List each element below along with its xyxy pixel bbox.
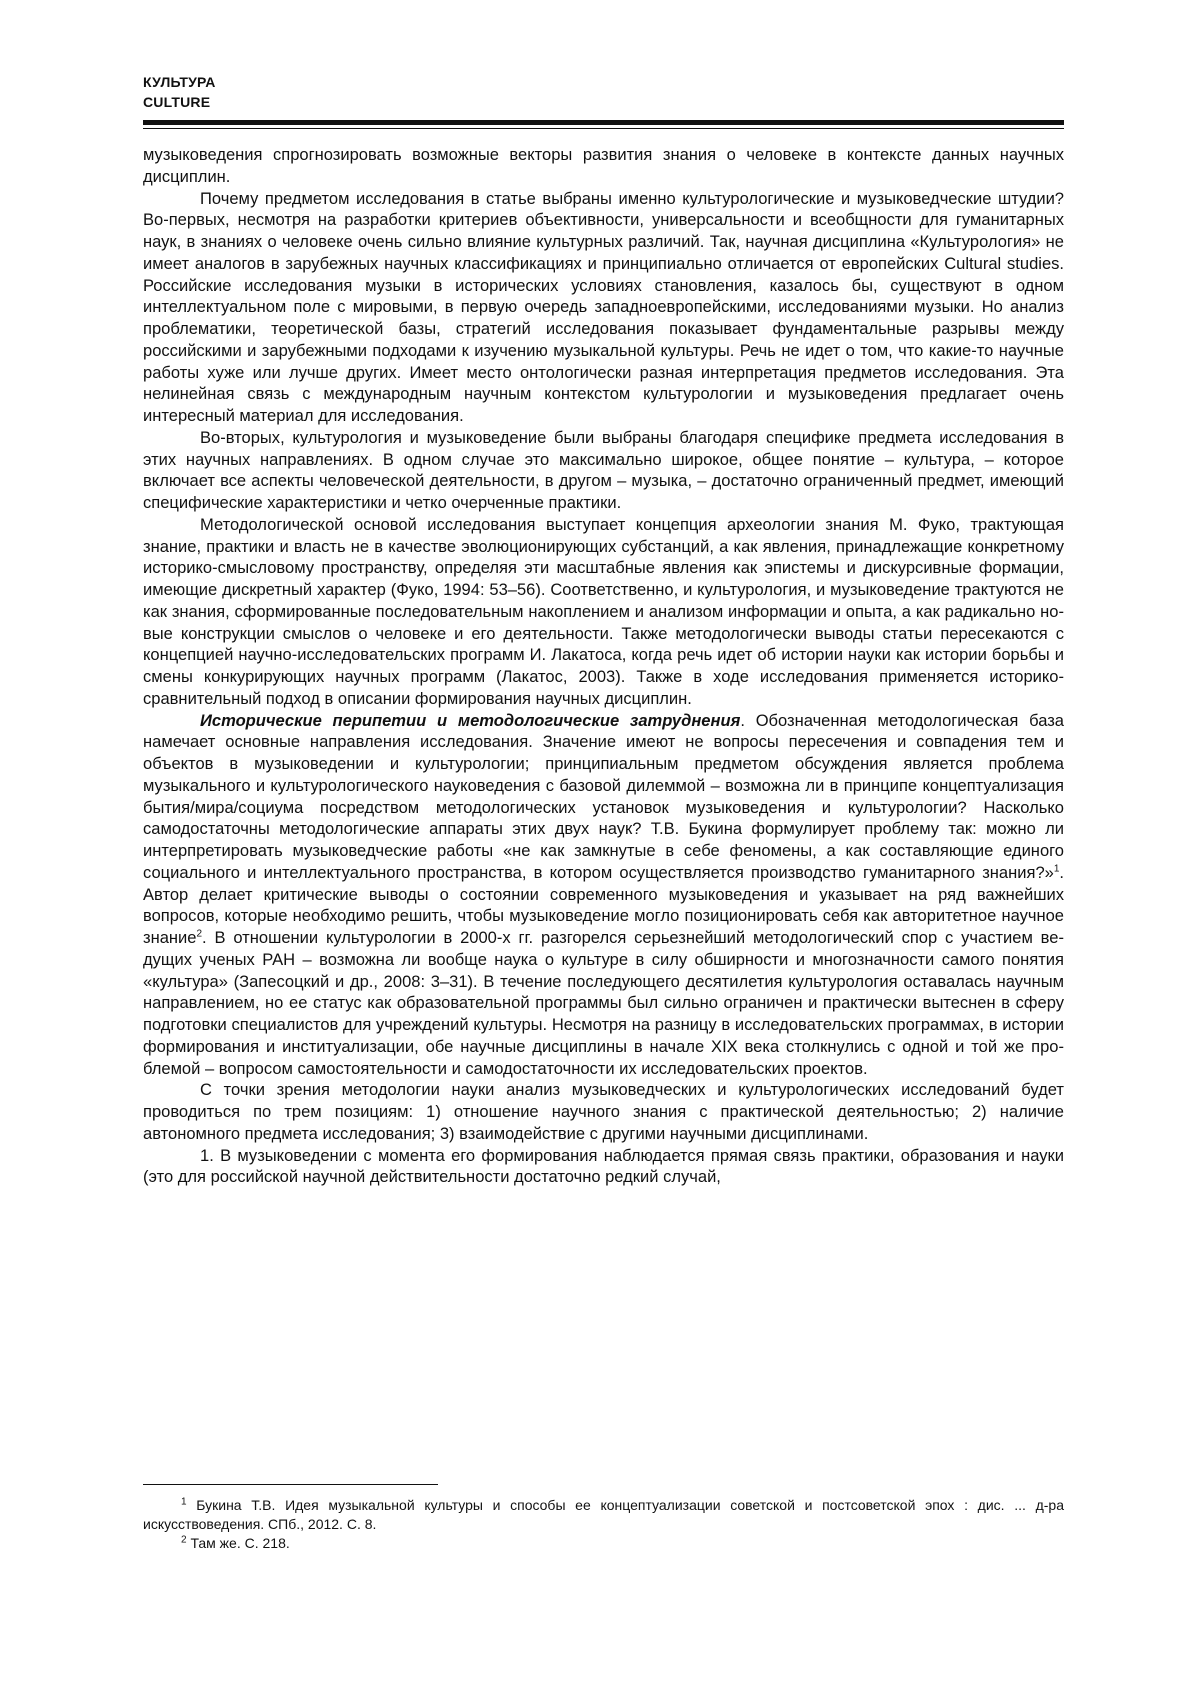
paragraph-5-part-b: . Автор делает критические выводы о состоянии современного музыковедения и указывает на ряд важнейших вопросов, которые необходимо решить, чтобы музыковедение могло позиционировать себя как авторитетное научное знание [143,862,1064,947]
running-head [143,72,216,112]
footnote-2-text: Там же. С. 218. [186,1535,290,1551]
footnotes [143,1496,1064,1553]
paragraph-2: Почему предметом исследования в статье выбраны именно культурологические и музыковедческие штудии? Во-первых, несмотря на разработки критериев объективности, универсальности и всеобщности для гуманитарных наук, в знаниях о человеке очень сильно влияние культурных различий. Так, научная дисциплина «Культурология» не имеет аналогов в зарубежных научных классификациях и принципиально отличается от европейских Cultural studies. Российские исследования музыки в исторических условиях становления, казалось бы, существуют в одном интеллектуальном поле с мировыми, в первую очередь западноевропейскими, исследованиями музыки. Но анализ проблематики, теоретической базы, стратегий исследования показывает фундаментальные разрывы между российскими и зарубежными подходами к изучению музыкальной культуры. Речь не идет о том, что какие-то научные работы хуже или лучше других. Имеет место онтологически разная интерпретация предметов исследования. Эта нелинейная связь с международным научным контекстом культурологии и музыковедения предлагает очень интересный материал для исследования. [143,188,1064,425]
footnote-1-mark: 1 [181,1496,187,1508]
paragraph-5 [143,710,1064,1080]
paragraph-5-part-a: . Обозначенная методологическая база намечает основные направления исследования. Значение имеют не вопросы пересечения и совпадения тем и объектов в музыковедении и культурологии; принципиальным предметом обсуждения является проблема музыкального и культурологического науковедения с базовой дилеммой – возможна ли в принципе концептуализация бытия/мира/социума посредством методологических установок музыковедения и культурологии? Насколько самодостаточны методологические аппараты этих двух наук? Т.В. Букина формулирует проблему так: можно ли интерпретировать музыковедческие работы «не как замкнутые в себе феномены, а как составляющие единого социального и интеллектуального пространства, в котором осуществляется производство гуманитарного знания?» [143,710,1064,882]
header-rule-thin [143,128,1064,129]
paragraph-4: Методологической основой исследования выступает концепция археологии знания М. Фуко, трактующая знание, практики и власть не в качестве эволюционирующих субстанций, а как явления, принадлежащие конкретному историко-смысловому пространству, определяя эти масштабные явления как эпистемы и дискурсивные формации, имеющие дискретный характер (Фуко, 1994: 53–56). Соответственно, и культурология, и музыковедение трактуются не как знания, сформированные последовательным накоплением и анализом информации и опыта, а как радикально новые конструкции смыслов о человеке и его деятельности. Также методологически выводы статьи пересекаются с концепцией научно-исследовательских программ И. Лакатоса, когда речь идет об истории науки как истории борьбы и смены конкурирующих научных программ (Лакатос, 2003). Также в ходе исследования применяется историко-сравнительный подход в описании формирования научных дисциплин. [143,514,1064,708]
paragraph-3: Во-вторых, культурология и музыковедение были выбраны благодаря специфике предмета исследования в этих научных направлениях. В одном случае это максимально широкое, общее понятие – культура, – которое включает все аспекты человеческой деятельности, в другом – музыка, – достаточно ограниченный предмет, имеющий специфические характеристики и четко очерченные практики. [143,427,1064,512]
footnote-ref-1: 1 [1053,863,1060,875]
section-heading: Исторические перипетии и методологические затруднения [200,710,741,730]
footnote-1-text: Букина Т.В. Идея музыкальной культуры и способы ее концептуализации советской и постсоветской эпох : дис. ... д-ра искусствоведения. СПб., 2012. С. 8. [143,1497,1064,1532]
paragraph-6: С точки зрения методологии науки анализ музыковедческих и культурологических исследований будет проводиться по трем позициям: 1) отношение научного знания с практической деятельностью; 2) наличие автономного предмета исследования; 3) взаимодействие с другими научными дисциплинами. [143,1080,1064,1143]
footnote-ref-2: 2 [196,928,203,940]
footnote-separator [143,1484,438,1485]
paragraph-7: 1. В музыковедении с момента его формирования наблюдается прямая связь практики, образования и науки (это для российской научной действительности достаточно редкий случай, [143,1145,1064,1187]
article-body [143,144,1064,1188]
paragraph-1: музыковедения спрогнозировать возможные векторы развития знания о человеке в контексте данных научных дисциплин. [143,145,1064,186]
footnote-1 [143,1496,1064,1534]
footnote-2-mark: 2 [181,1534,187,1546]
section-title-en: CULTURE [143,94,211,110]
section-title-ru: КУЛЬТУРА [143,74,216,90]
header-rule-thick [143,120,1064,125]
footnote-2 [143,1534,1064,1553]
paragraph-5-part-c: . В отношении культурологии в 2000-х гг. разгорелся серьезнейший методологический спор с участием ведущих ученых РАН – возможна ли вообще наука о культуре в силу обширности и многозначности самого понятия «культура» (Запесоцкий и др., 2008: 3–31). В течение последующего десятилетия культурология оставалась научным направлением, но ее статус как образовательной программы был сильно ограничен и практически вытеснен в сферу подготовки специалистов для учреждений культуры. Несмотря на разницу в исследовательских программах, в истории формирования и институализации, обе научные дисциплины в начале XIX века столкнулись с одной и той же проблемой – вопросом самостоятельности и самодостаточности их исследовательских проектов. [143,928,1064,1078]
